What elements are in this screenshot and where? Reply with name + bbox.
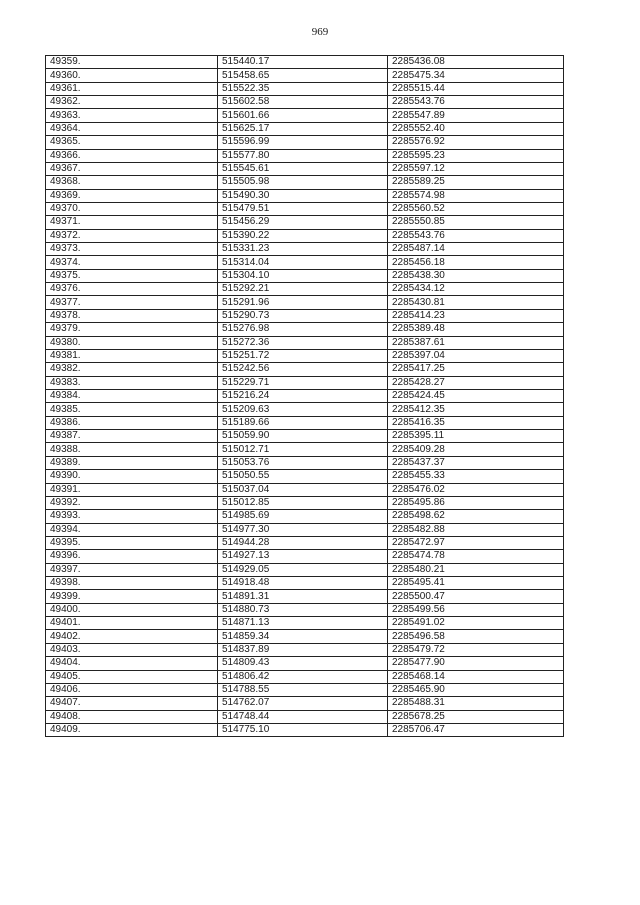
table-row (46, 56, 564, 69)
table-row (46, 189, 564, 202)
x-coordinate-cell: 514859.34 (218, 630, 388, 643)
x-coordinate-cell: 515479.51 (218, 202, 388, 215)
table-row (46, 496, 564, 509)
y-coordinate-cell: 2285552.40 (388, 122, 564, 135)
x-coordinate-cell: 515292.21 (218, 283, 388, 296)
point-number-cell: 49365. (46, 136, 218, 149)
x-coordinate-cell: 515251.72 (218, 349, 388, 362)
table-row (46, 309, 564, 322)
x-coordinate-cell: 515625.17 (218, 122, 388, 135)
point-number-cell: 49392. (46, 496, 218, 509)
x-coordinate-cell: 514927.13 (218, 550, 388, 563)
x-coordinate-cell: 515053.76 (218, 456, 388, 469)
table-row (46, 683, 564, 696)
x-coordinate-cell: 515577.80 (218, 149, 388, 162)
y-coordinate-cell: 2285487.14 (388, 243, 564, 256)
table-row (46, 550, 564, 563)
point-number-cell: 49369. (46, 189, 218, 202)
point-number-cell: 49403. (46, 643, 218, 656)
x-coordinate-cell: 514775.10 (218, 723, 388, 736)
x-coordinate-cell: 515229.71 (218, 376, 388, 389)
x-coordinate-cell: 515596.99 (218, 136, 388, 149)
point-number-cell: 49380. (46, 336, 218, 349)
table-row (46, 577, 564, 590)
table-row (46, 416, 564, 429)
point-number-cell: 49364. (46, 122, 218, 135)
x-coordinate-cell: 515304.10 (218, 269, 388, 282)
y-coordinate-cell: 2285488.31 (388, 697, 564, 710)
point-number-cell: 49393. (46, 510, 218, 523)
point-number-cell: 49401. (46, 617, 218, 630)
point-number-cell: 49388. (46, 443, 218, 456)
table-row (46, 149, 564, 162)
point-number-cell: 49390. (46, 470, 218, 483)
table-row (46, 456, 564, 469)
x-coordinate-cell: 515272.36 (218, 336, 388, 349)
point-number-cell: 49366. (46, 149, 218, 162)
table-row (46, 243, 564, 256)
point-number-cell: 49368. (46, 176, 218, 189)
table-row (46, 657, 564, 670)
y-coordinate-cell: 2285574.98 (388, 189, 564, 202)
table-row (46, 443, 564, 456)
table-row (46, 590, 564, 603)
y-coordinate-cell: 2285438.30 (388, 269, 564, 282)
point-number-cell: 49381. (46, 349, 218, 362)
y-coordinate-cell: 2285515.44 (388, 82, 564, 95)
table-row (46, 69, 564, 82)
y-coordinate-cell: 2285475.34 (388, 69, 564, 82)
y-coordinate-cell: 2285576.92 (388, 136, 564, 149)
point-number-cell: 49397. (46, 563, 218, 576)
x-coordinate-cell: 514880.73 (218, 603, 388, 616)
x-coordinate-cell: 514788.55 (218, 683, 388, 696)
table-row (46, 376, 564, 389)
y-coordinate-cell: 2285409.28 (388, 443, 564, 456)
x-coordinate-cell: 514985.69 (218, 510, 388, 523)
table-row (46, 523, 564, 536)
point-number-cell: 49402. (46, 630, 218, 643)
point-number-cell: 49408. (46, 710, 218, 723)
point-number-cell: 49376. (46, 283, 218, 296)
x-coordinate-cell: 514977.30 (218, 523, 388, 536)
y-coordinate-cell: 2285430.81 (388, 296, 564, 309)
x-coordinate-cell: 515037.04 (218, 483, 388, 496)
y-coordinate-cell: 2285472.97 (388, 536, 564, 549)
table-row (46, 510, 564, 523)
table-row (46, 697, 564, 710)
point-number-cell: 49389. (46, 456, 218, 469)
table-row (46, 670, 564, 683)
x-coordinate-cell: 515242.56 (218, 363, 388, 376)
point-number-cell: 49385. (46, 403, 218, 416)
point-number-cell: 49375. (46, 269, 218, 282)
x-coordinate-cell: 515059.90 (218, 430, 388, 443)
point-number-cell: 49383. (46, 376, 218, 389)
table-row (46, 536, 564, 549)
point-number-cell: 49370. (46, 202, 218, 215)
x-coordinate-cell: 515012.71 (218, 443, 388, 456)
table-row (46, 723, 564, 736)
y-coordinate-cell: 2285456.18 (388, 256, 564, 269)
table-row (46, 176, 564, 189)
table-row (46, 643, 564, 656)
point-number-cell: 49372. (46, 229, 218, 242)
x-coordinate-cell: 515545.61 (218, 162, 388, 175)
point-number-cell: 49360. (46, 69, 218, 82)
table-row (46, 563, 564, 576)
x-coordinate-cell: 514762.07 (218, 697, 388, 710)
y-coordinate-cell: 2285543.76 (388, 96, 564, 109)
y-coordinate-cell: 2285477.90 (388, 657, 564, 670)
x-coordinate-cell: 515209.63 (218, 403, 388, 416)
point-number-cell: 49363. (46, 109, 218, 122)
table-row (46, 162, 564, 175)
y-coordinate-cell: 2285468.14 (388, 670, 564, 683)
x-coordinate-cell: 515522.35 (218, 82, 388, 95)
table-row (46, 229, 564, 242)
y-coordinate-cell: 2285397.04 (388, 349, 564, 362)
x-coordinate-cell: 515456.29 (218, 216, 388, 229)
y-coordinate-cell: 2285479.72 (388, 643, 564, 656)
table-row (46, 216, 564, 229)
y-coordinate-cell: 2285706.47 (388, 723, 564, 736)
y-coordinate-cell: 2285495.86 (388, 496, 564, 509)
x-coordinate-cell: 515602.58 (218, 96, 388, 109)
y-coordinate-cell: 2285560.52 (388, 202, 564, 215)
y-coordinate-cell: 2285499.56 (388, 603, 564, 616)
point-number-cell: 49409. (46, 723, 218, 736)
table-row (46, 283, 564, 296)
point-number-cell: 49374. (46, 256, 218, 269)
y-coordinate-cell: 2285387.61 (388, 336, 564, 349)
y-coordinate-cell: 2285455.33 (388, 470, 564, 483)
point-number-cell: 49367. (46, 162, 218, 175)
x-coordinate-cell: 515314.04 (218, 256, 388, 269)
x-coordinate-cell: 515276.98 (218, 323, 388, 336)
x-coordinate-cell: 515440.17 (218, 56, 388, 69)
point-number-cell: 49406. (46, 683, 218, 696)
y-coordinate-cell: 2285589.25 (388, 176, 564, 189)
table-row (46, 363, 564, 376)
y-coordinate-cell: 2285597.12 (388, 162, 564, 175)
y-coordinate-cell: 2285412.35 (388, 403, 564, 416)
table-row (46, 109, 564, 122)
y-coordinate-cell: 2285417.25 (388, 363, 564, 376)
x-coordinate-cell: 514918.48 (218, 577, 388, 590)
y-coordinate-cell: 2285414.23 (388, 309, 564, 322)
y-coordinate-cell: 2285547.89 (388, 109, 564, 122)
table-row (46, 349, 564, 362)
page-number: 969 (311, 26, 329, 38)
table-row (46, 483, 564, 496)
table-row (46, 336, 564, 349)
x-coordinate-cell: 514871.13 (218, 617, 388, 630)
point-number-cell: 49382. (46, 363, 218, 376)
table-row (46, 323, 564, 336)
x-coordinate-cell: 515490.30 (218, 189, 388, 202)
y-coordinate-cell: 2285491.02 (388, 617, 564, 630)
table-row (46, 403, 564, 416)
x-coordinate-cell: 515601.66 (218, 109, 388, 122)
table-row (46, 96, 564, 109)
table-row (46, 710, 564, 723)
y-coordinate-cell: 2285482.88 (388, 523, 564, 536)
y-coordinate-cell: 2285500.47 (388, 590, 564, 603)
y-coordinate-cell: 2285498.62 (388, 510, 564, 523)
point-number-cell: 49387. (46, 430, 218, 443)
x-coordinate-cell: 514837.89 (218, 643, 388, 656)
point-number-cell: 49407. (46, 697, 218, 710)
x-coordinate-cell: 515505.98 (218, 176, 388, 189)
y-coordinate-cell: 2285480.21 (388, 563, 564, 576)
x-coordinate-cell: 514748.44 (218, 710, 388, 723)
point-number-cell: 49373. (46, 243, 218, 256)
point-number-cell: 49371. (46, 216, 218, 229)
y-coordinate-cell: 2285434.12 (388, 283, 564, 296)
x-coordinate-cell: 515290.73 (218, 309, 388, 322)
point-number-cell: 49391. (46, 483, 218, 496)
point-number-cell: 49379. (46, 323, 218, 336)
point-number-cell: 49359. (46, 56, 218, 69)
table-row (46, 389, 564, 402)
point-number-cell: 49405. (46, 670, 218, 683)
table-row (46, 617, 564, 630)
y-coordinate-cell: 2285678.25 (388, 710, 564, 723)
table-row (46, 256, 564, 269)
x-coordinate-cell: 515012.85 (218, 496, 388, 509)
point-number-cell: 49362. (46, 96, 218, 109)
y-coordinate-cell: 2285543.76 (388, 229, 564, 242)
x-coordinate-cell: 514944.28 (218, 536, 388, 549)
table-row (46, 202, 564, 215)
coordinates-table-body (46, 56, 564, 737)
y-coordinate-cell: 2285496.58 (388, 630, 564, 643)
point-number-cell: 49361. (46, 82, 218, 95)
y-coordinate-cell: 2285550.85 (388, 216, 564, 229)
table-row (46, 269, 564, 282)
point-number-cell: 49398. (46, 577, 218, 590)
coordinates-table (45, 55, 564, 737)
table-row (46, 430, 564, 443)
y-coordinate-cell: 2285395.11 (388, 430, 564, 443)
x-coordinate-cell: 514929.05 (218, 563, 388, 576)
x-coordinate-cell: 515216.24 (218, 389, 388, 402)
x-coordinate-cell: 515050.55 (218, 470, 388, 483)
y-coordinate-cell: 2285436.08 (388, 56, 564, 69)
y-coordinate-cell: 2285428.27 (388, 376, 564, 389)
x-coordinate-cell: 515291.96 (218, 296, 388, 309)
x-coordinate-cell: 514891.31 (218, 590, 388, 603)
table-row (46, 470, 564, 483)
point-number-cell: 49384. (46, 389, 218, 402)
y-coordinate-cell: 2285389.48 (388, 323, 564, 336)
y-coordinate-cell: 2285437.37 (388, 456, 564, 469)
x-coordinate-cell: 515390.22 (218, 229, 388, 242)
point-number-cell: 49377. (46, 296, 218, 309)
y-coordinate-cell: 2285416.35 (388, 416, 564, 429)
point-number-cell: 49396. (46, 550, 218, 563)
y-coordinate-cell: 2285465.90 (388, 683, 564, 696)
y-coordinate-cell: 2285595.23 (388, 149, 564, 162)
table-row (46, 603, 564, 616)
y-coordinate-cell: 2285476.02 (388, 483, 564, 496)
y-coordinate-cell: 2285474.78 (388, 550, 564, 563)
point-number-cell: 49394. (46, 523, 218, 536)
point-number-cell: 49386. (46, 416, 218, 429)
point-number-cell: 49404. (46, 657, 218, 670)
x-coordinate-cell: 514806.42 (218, 670, 388, 683)
point-number-cell: 49395. (46, 536, 218, 549)
table-row (46, 296, 564, 309)
y-coordinate-cell: 2285424.45 (388, 389, 564, 402)
x-coordinate-cell: 514809.43 (218, 657, 388, 670)
table-row (46, 122, 564, 135)
y-coordinate-cell: 2285495.41 (388, 577, 564, 590)
table-row (46, 136, 564, 149)
point-number-cell: 49378. (46, 309, 218, 322)
table-row (46, 630, 564, 643)
x-coordinate-cell: 515458.65 (218, 69, 388, 82)
table-row (46, 82, 564, 95)
point-number-cell: 49399. (46, 590, 218, 603)
point-number-cell: 49400. (46, 603, 218, 616)
x-coordinate-cell: 515331.23 (218, 243, 388, 256)
x-coordinate-cell: 515189.66 (218, 416, 388, 429)
